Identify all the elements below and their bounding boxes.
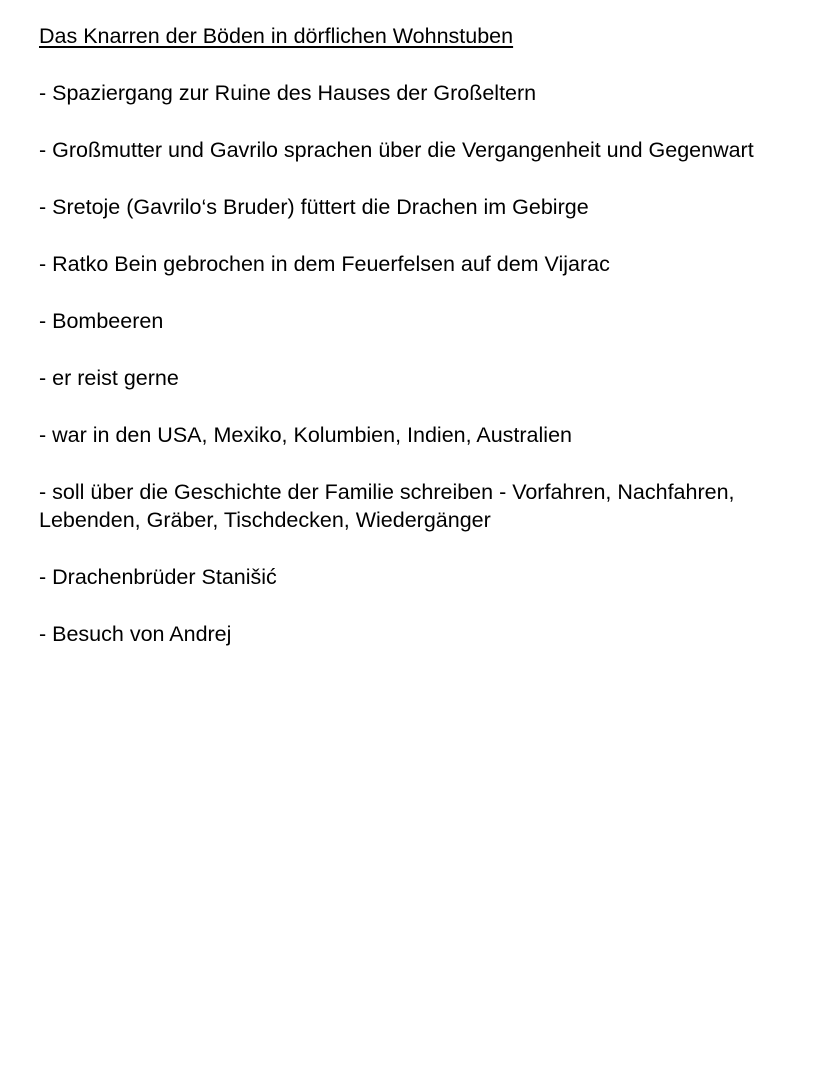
- list-item: - Bombeeren: [39, 309, 164, 333]
- document-title: Das Knarren der Böden in dörflichen Wohnstuben: [39, 24, 514, 48]
- list-item: - Großmutter und Gavrilo sprachen über die Vergangenheit und Gegenwart: [39, 138, 754, 162]
- list-item: - soll über die Geschichte der Familie schreiben - Vorfahren, Nachfahren, Lebenden, Gräber, Tischdecken, Wiedergänger: [39, 480, 735, 532]
- list-item: - war in den USA, Mexiko, Kolumbien, Indien, Australien: [39, 423, 572, 447]
- notes-list: [39, 79, 819, 648]
- list-item: - Sretoje (Gavrilo‘s Bruder) füttert die Drachen im Gebirge: [39, 195, 589, 219]
- list-item: - Ratko Bein gebrochen in dem Feuerfelsen auf dem Vijarac: [39, 252, 610, 276]
- list-item: - Besuch von Andrej: [39, 622, 232, 646]
- list-item: - er reist gerne: [39, 366, 179, 390]
- document-page: [39, 22, 819, 677]
- list-item: - Spaziergang zur Ruine des Hauses der Großeltern: [39, 81, 537, 105]
- list-item: - Drachenbrüder Stanišić: [39, 565, 277, 589]
